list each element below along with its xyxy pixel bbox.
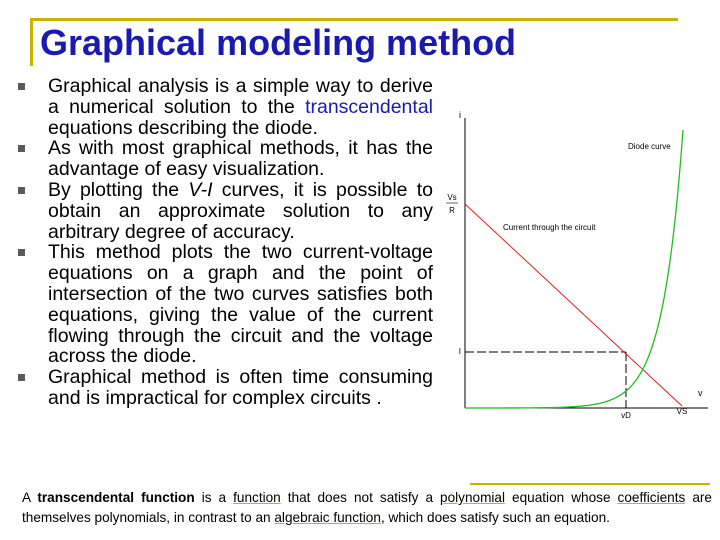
diode-curve-label: Diode curve (628, 142, 671, 151)
square-bullet-icon (18, 374, 25, 381)
footnote: A transcendental function is a function that does not satisfy a polynomial equation whose coefficients are themselves polynomials, in contrast to an algebraic function, which does satisfy such an equation. (22, 490, 712, 525)
link-algebraic-function[interactable]: algebraic function (274, 510, 381, 525)
square-bullet-icon (18, 249, 25, 256)
square-bullet-icon (18, 187, 25, 194)
link-coefficients[interactable]: coefficients (617, 490, 686, 505)
iv-graph (436, 96, 714, 426)
slide-title: Graphical modeling method (40, 22, 517, 63)
bullet-item: By plotting the V-I curves, it is possible to obtain an approximate solution to any arbitrary degree of accuracy. (18, 180, 433, 242)
square-bullet-icon (18, 145, 25, 152)
x-axis-label: v (698, 388, 703, 398)
bullet-item: As with most graphical methods, it has the advantage of easy visualization. (18, 138, 433, 180)
link-polynomial[interactable]: polynomial (440, 490, 506, 505)
vs-label: VS (676, 407, 688, 416)
vd-label: vD (621, 411, 631, 420)
link-function[interactable]: function (233, 490, 281, 505)
current-label: I (458, 347, 461, 356)
y-axis-label: i (459, 110, 461, 120)
circuit-line-label: Current through the circuit (503, 223, 596, 232)
italic-term: V-I (188, 178, 213, 201)
highlight-term: transcendental (305, 95, 433, 118)
bullet-list (18, 76, 433, 409)
footer-frame-line (470, 483, 710, 485)
vs-over-r-numerator: Vs (447, 193, 457, 202)
square-bullet-icon (18, 83, 25, 90)
title-frame-top (30, 18, 678, 21)
diode-curve (465, 130, 683, 408)
bullet-item: Graphical method is often time consuming and is impractical for complex circuits . (18, 367, 433, 409)
bullet-item: Graphical analysis is a simple way to derive a numerical solution to the transcendental equations describing the diode. (18, 76, 433, 138)
title-frame-left (30, 18, 33, 66)
footnote-term: transcendental function (37, 490, 195, 505)
bullet-item: This method plots the two current-voltage equations on a graph and the point of intersection of the two curves satisfies both equations, giving the value of the current flowing through the circuit and the voltage across the diode. (18, 242, 433, 367)
circuit-load-line (465, 204, 682, 406)
vs-over-r-denominator: R (449, 206, 455, 215)
